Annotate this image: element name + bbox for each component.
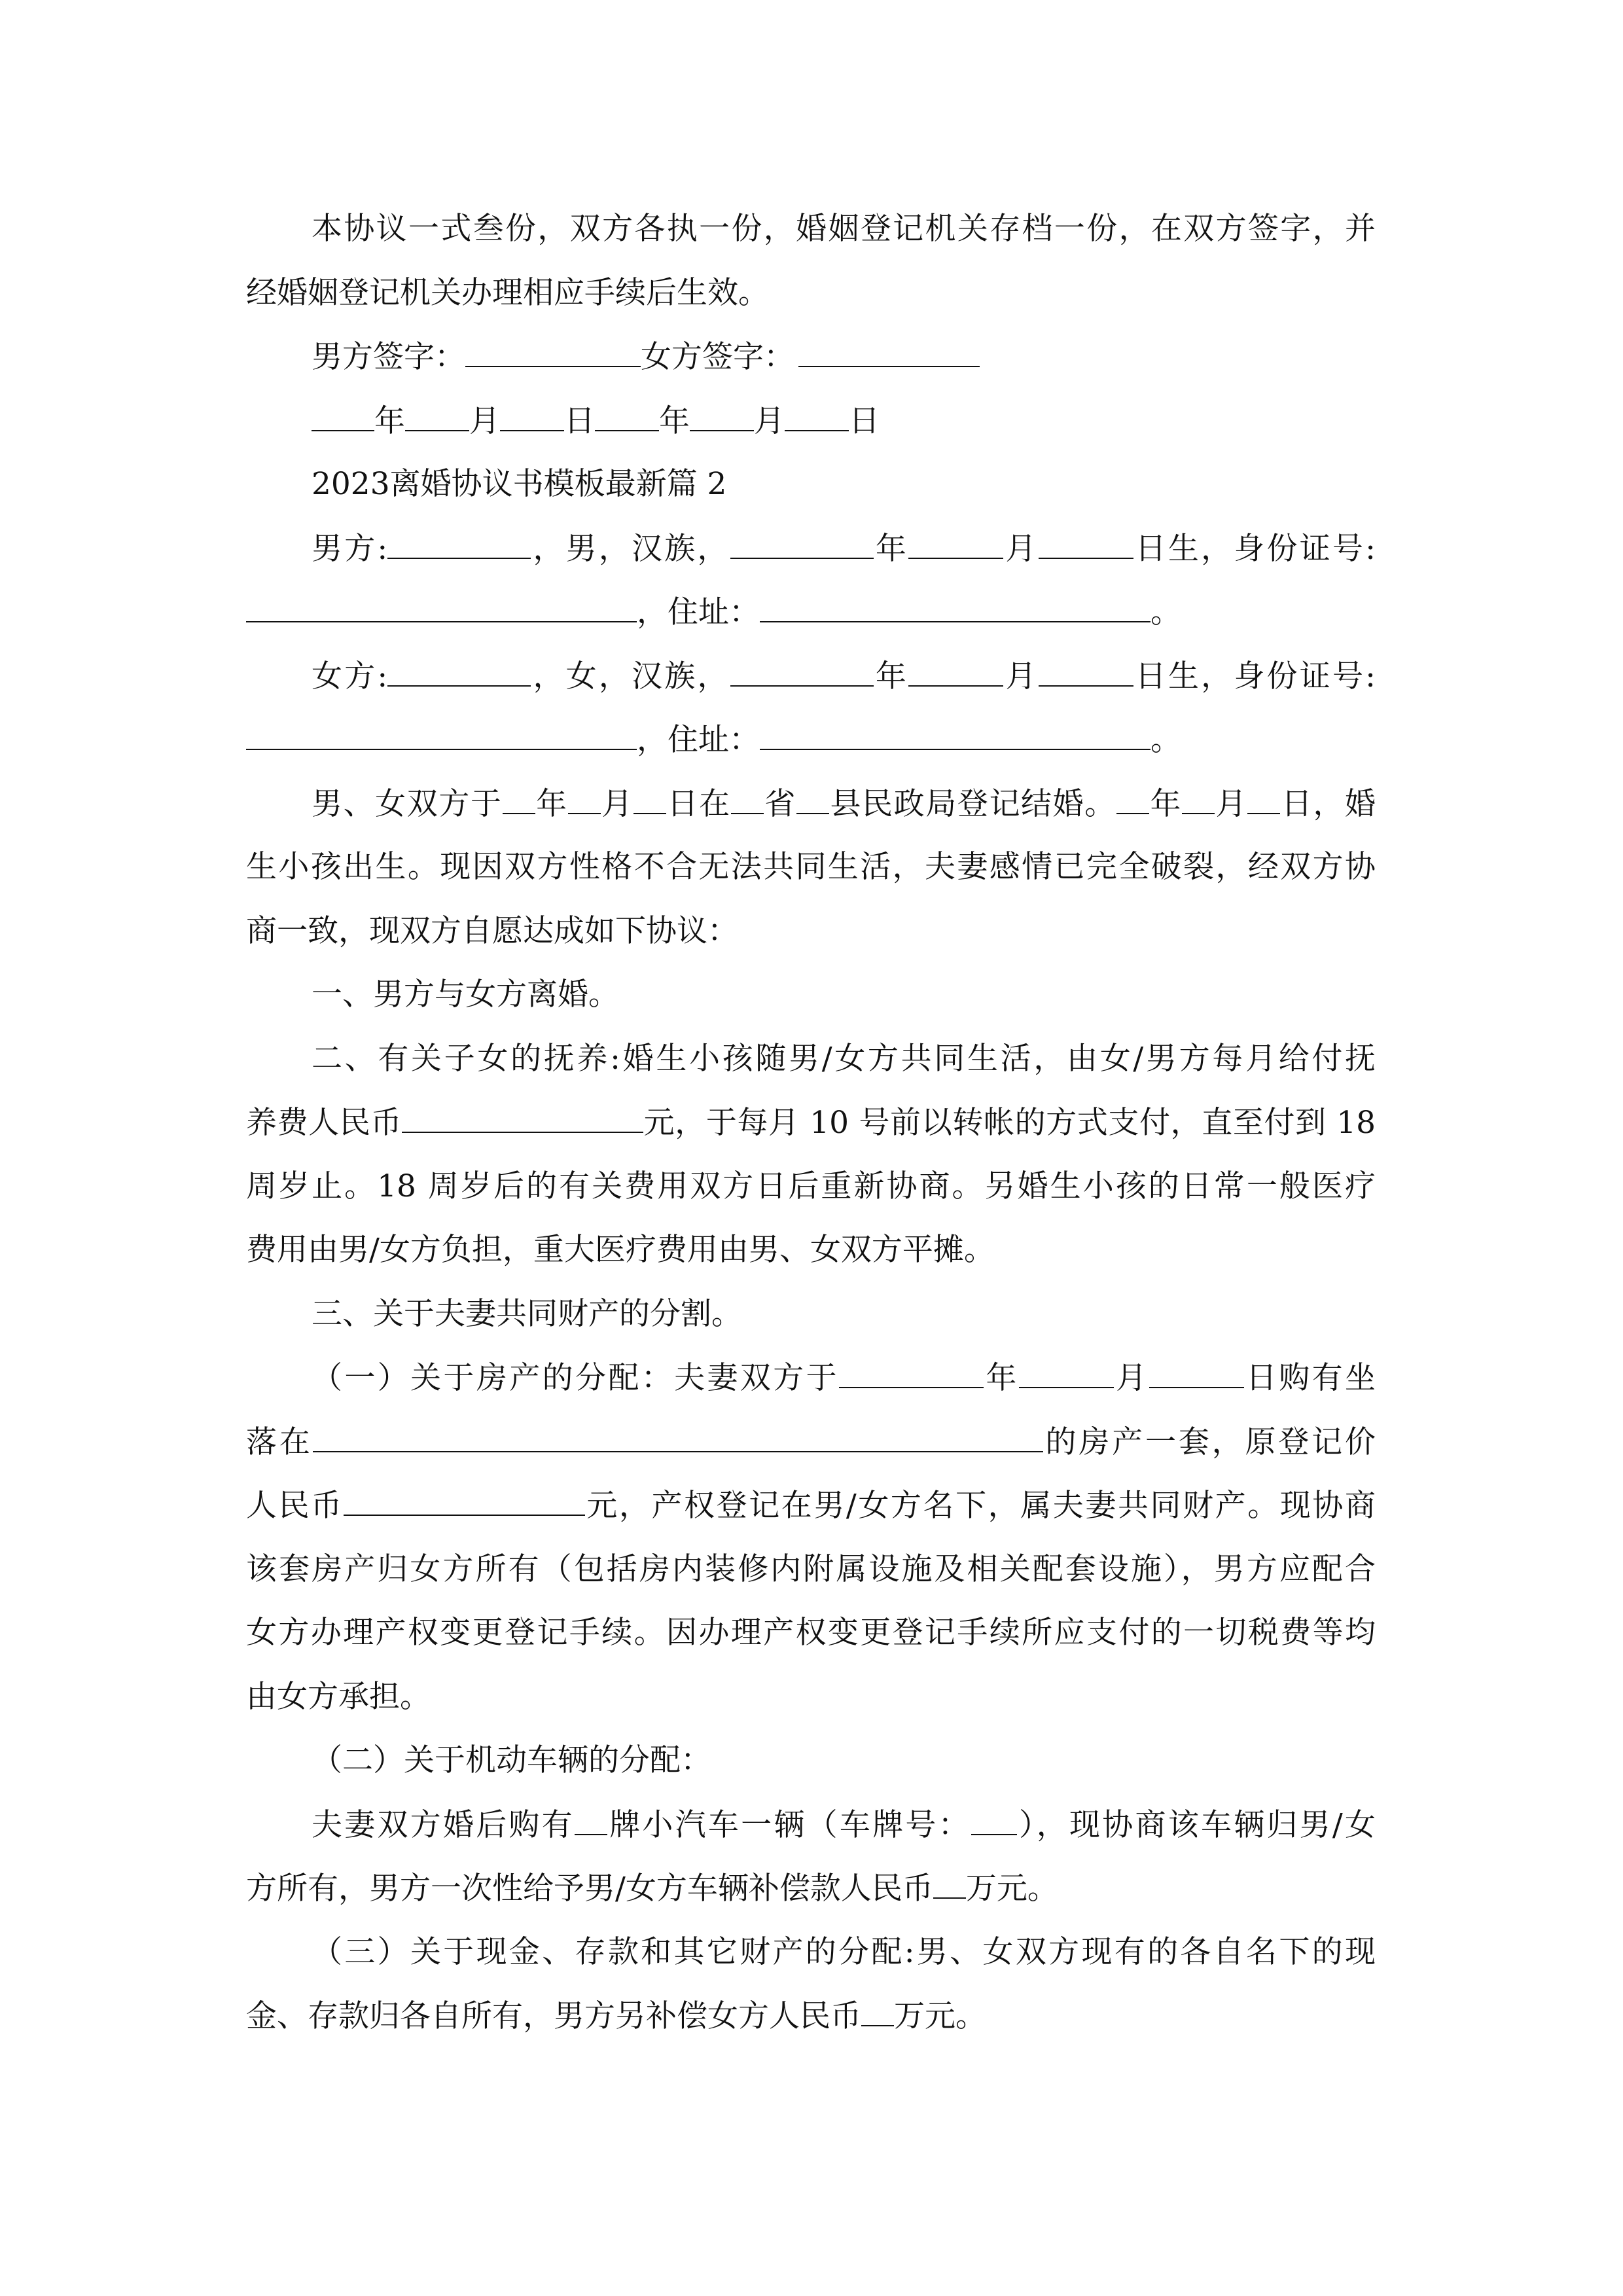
paragraph-line: （三）关于现金、存款和其它财产的分配:男、女双方现有的各自名下的现 bbox=[312, 1934, 1376, 1970]
label: 月 bbox=[469, 403, 500, 439]
label: 日 bbox=[564, 403, 595, 439]
label: 月 bbox=[600, 786, 633, 822]
paragraph-line: 生小孩出生。现因双方性格不合无法共同生活，夫妻感情已完全破裂，经双方协 bbox=[246, 849, 1376, 885]
blank bbox=[1039, 656, 1133, 687]
paragraph-line: 该套房产归女方所有（包括房内装修内附属设施及相关配套设施），男方应配合 bbox=[246, 1551, 1376, 1587]
blank bbox=[908, 656, 1003, 687]
label: 日，婚 bbox=[1280, 786, 1376, 822]
paragraph-line: 女方办理产权变更登记手续。因办理产权变更登记手续所应支付的一切税费等均 bbox=[246, 1615, 1376, 1651]
blank bbox=[1149, 1358, 1244, 1388]
signature-line bbox=[312, 337, 1376, 376]
label: 月 bbox=[1113, 1360, 1149, 1396]
label: 月 bbox=[754, 403, 785, 439]
male-address-line bbox=[246, 592, 1376, 632]
label: 男方签字： bbox=[312, 339, 465, 375]
label: 男、女双方于 bbox=[312, 786, 503, 822]
label: 女方签字： bbox=[641, 339, 794, 375]
blank bbox=[387, 656, 531, 687]
section-title: 2023离婚协议书模板最新篇 2 bbox=[312, 466, 727, 502]
label: （一）关于房产的分配：夫妻双方于 bbox=[312, 1360, 839, 1396]
label: 女方: bbox=[312, 658, 388, 694]
blank bbox=[1182, 784, 1215, 814]
clause-heading: （二）关于机动车辆的分配： bbox=[312, 1742, 711, 1778]
label: 金、存款归各自所有，男方另补偿女方人民币 bbox=[246, 1998, 861, 2034]
date-line bbox=[312, 401, 1376, 440]
label: 牌小汽车一辆（车牌号： bbox=[607, 1807, 971, 1843]
label: 年 bbox=[984, 1360, 1019, 1396]
paragraph-line bbox=[246, 1486, 1376, 1525]
label: 万元。 bbox=[894, 1998, 986, 2034]
label: ，住址： bbox=[637, 594, 760, 630]
paragraph-line bbox=[246, 1103, 1376, 1142]
blank bbox=[908, 529, 1003, 559]
blank bbox=[760, 592, 1150, 622]
label: 日生，身份证号: bbox=[1133, 531, 1376, 567]
blank bbox=[313, 1422, 1043, 1452]
blank bbox=[1039, 529, 1133, 559]
paragraph-line: 费用由男/女方负担，重大医疗费用由男、女双方平摊。 bbox=[246, 1232, 995, 1268]
blank bbox=[731, 784, 764, 814]
paragraph-line bbox=[246, 1869, 1376, 1908]
label: 年 bbox=[659, 403, 690, 439]
label: 年 bbox=[1149, 786, 1183, 822]
blank bbox=[402, 1103, 643, 1133]
blank bbox=[730, 656, 874, 687]
blank bbox=[575, 1805, 607, 1835]
blank bbox=[730, 529, 874, 559]
label: 人民币 bbox=[246, 1488, 344, 1524]
blank bbox=[500, 401, 564, 431]
label: ，男，汉族， bbox=[531, 531, 730, 567]
paragraph-line bbox=[246, 1422, 1376, 1462]
blank bbox=[503, 784, 535, 814]
label: 元，于每月 10 号前以转帐的方式支付，直至付到 18 bbox=[643, 1105, 1376, 1141]
blank bbox=[344, 1486, 585, 1516]
blank bbox=[405, 401, 469, 431]
paragraph-line bbox=[246, 1996, 1376, 2036]
label: 月 bbox=[1003, 531, 1039, 567]
label: 月 bbox=[1003, 658, 1039, 694]
label: 月 bbox=[1215, 786, 1248, 822]
label: 夫妻双方婚后购有 bbox=[312, 1807, 575, 1843]
clause-heading: 一、男方与女方离婚。 bbox=[312, 977, 619, 1013]
label: 年 bbox=[535, 786, 568, 822]
male-signature-blank bbox=[465, 337, 641, 367]
blank bbox=[971, 1805, 1017, 1835]
paragraph-line: 商一致，现双方自愿达成如下协议： bbox=[246, 913, 738, 949]
blank bbox=[1019, 1358, 1114, 1388]
blank bbox=[1247, 784, 1280, 814]
label: 日购有坐 bbox=[1243, 1360, 1376, 1396]
female-signature-blank bbox=[798, 337, 980, 367]
label: 年 bbox=[873, 531, 909, 567]
label: 元，产权登记在男/女方名下，属夫妻共同财产。现协商 bbox=[584, 1488, 1376, 1524]
paragraph-line: 由女方承担。 bbox=[246, 1679, 431, 1715]
label: 省 bbox=[763, 786, 796, 822]
paragraph-line bbox=[312, 1805, 1376, 1844]
blank bbox=[246, 592, 637, 622]
label: 方所有，男方一次性给予男/女方车辆补偿款人民币 bbox=[246, 1871, 933, 1907]
label: 年 bbox=[873, 658, 909, 694]
label: 万元。 bbox=[965, 1871, 1058, 1907]
clause-heading: 三、关于夫妻共同财产的分割。 bbox=[312, 1296, 742, 1332]
blank bbox=[785, 401, 849, 431]
blank bbox=[760, 720, 1150, 750]
paragraph-line: 周岁止。18 周岁后的有关费用双方日后重新协商。另婚生小孩的日常一般医疗 bbox=[246, 1168, 1376, 1204]
blank bbox=[246, 720, 637, 750]
paragraph-line bbox=[312, 784, 1376, 823]
label: ，住址： bbox=[637, 722, 760, 758]
blank bbox=[1116, 784, 1149, 814]
label: 的房产一套，原登记价 bbox=[1043, 1424, 1376, 1460]
blank bbox=[312, 401, 374, 431]
label: 日在 bbox=[666, 786, 731, 822]
label: 日 bbox=[849, 403, 880, 439]
blank bbox=[633, 784, 666, 814]
label: ），现协商该车辆归男/女 bbox=[1016, 1807, 1376, 1843]
blank bbox=[933, 1869, 966, 1899]
label: 县民政局登记结婚。 bbox=[829, 786, 1116, 822]
label: 年 bbox=[374, 403, 405, 439]
label: ，女，汉族， bbox=[531, 658, 730, 694]
female-party-line bbox=[312, 656, 1376, 696]
blank bbox=[387, 529, 531, 559]
blank bbox=[568, 784, 601, 814]
paragraph-line bbox=[312, 1358, 1376, 1397]
label: 养费人民币 bbox=[246, 1105, 402, 1141]
label: 日生，身份证号: bbox=[1133, 658, 1376, 694]
label: 。 bbox=[1150, 594, 1181, 630]
blank bbox=[796, 784, 829, 814]
label: 。 bbox=[1150, 722, 1181, 758]
paragraph-line: 本协议一式叁份，双方各执一份，婚姻登记机关存档一份，在双方签字，并 bbox=[312, 211, 1376, 247]
paragraph-line: 二、有关子女的抚养:婚生小孩随男/女方共同生活，由女/男方每月给付抚 bbox=[312, 1041, 1376, 1077]
paragraph-line: 经婚姻登记机关办理相应手续后生效。 bbox=[246, 275, 769, 311]
female-address-line bbox=[246, 720, 1376, 759]
blank bbox=[595, 401, 659, 431]
label: 落在 bbox=[246, 1424, 313, 1460]
male-party-line bbox=[312, 529, 1376, 568]
blank bbox=[861, 1996, 894, 2026]
blank bbox=[690, 401, 754, 431]
blank bbox=[839, 1358, 984, 1388]
label: 男方: bbox=[312, 531, 388, 567]
